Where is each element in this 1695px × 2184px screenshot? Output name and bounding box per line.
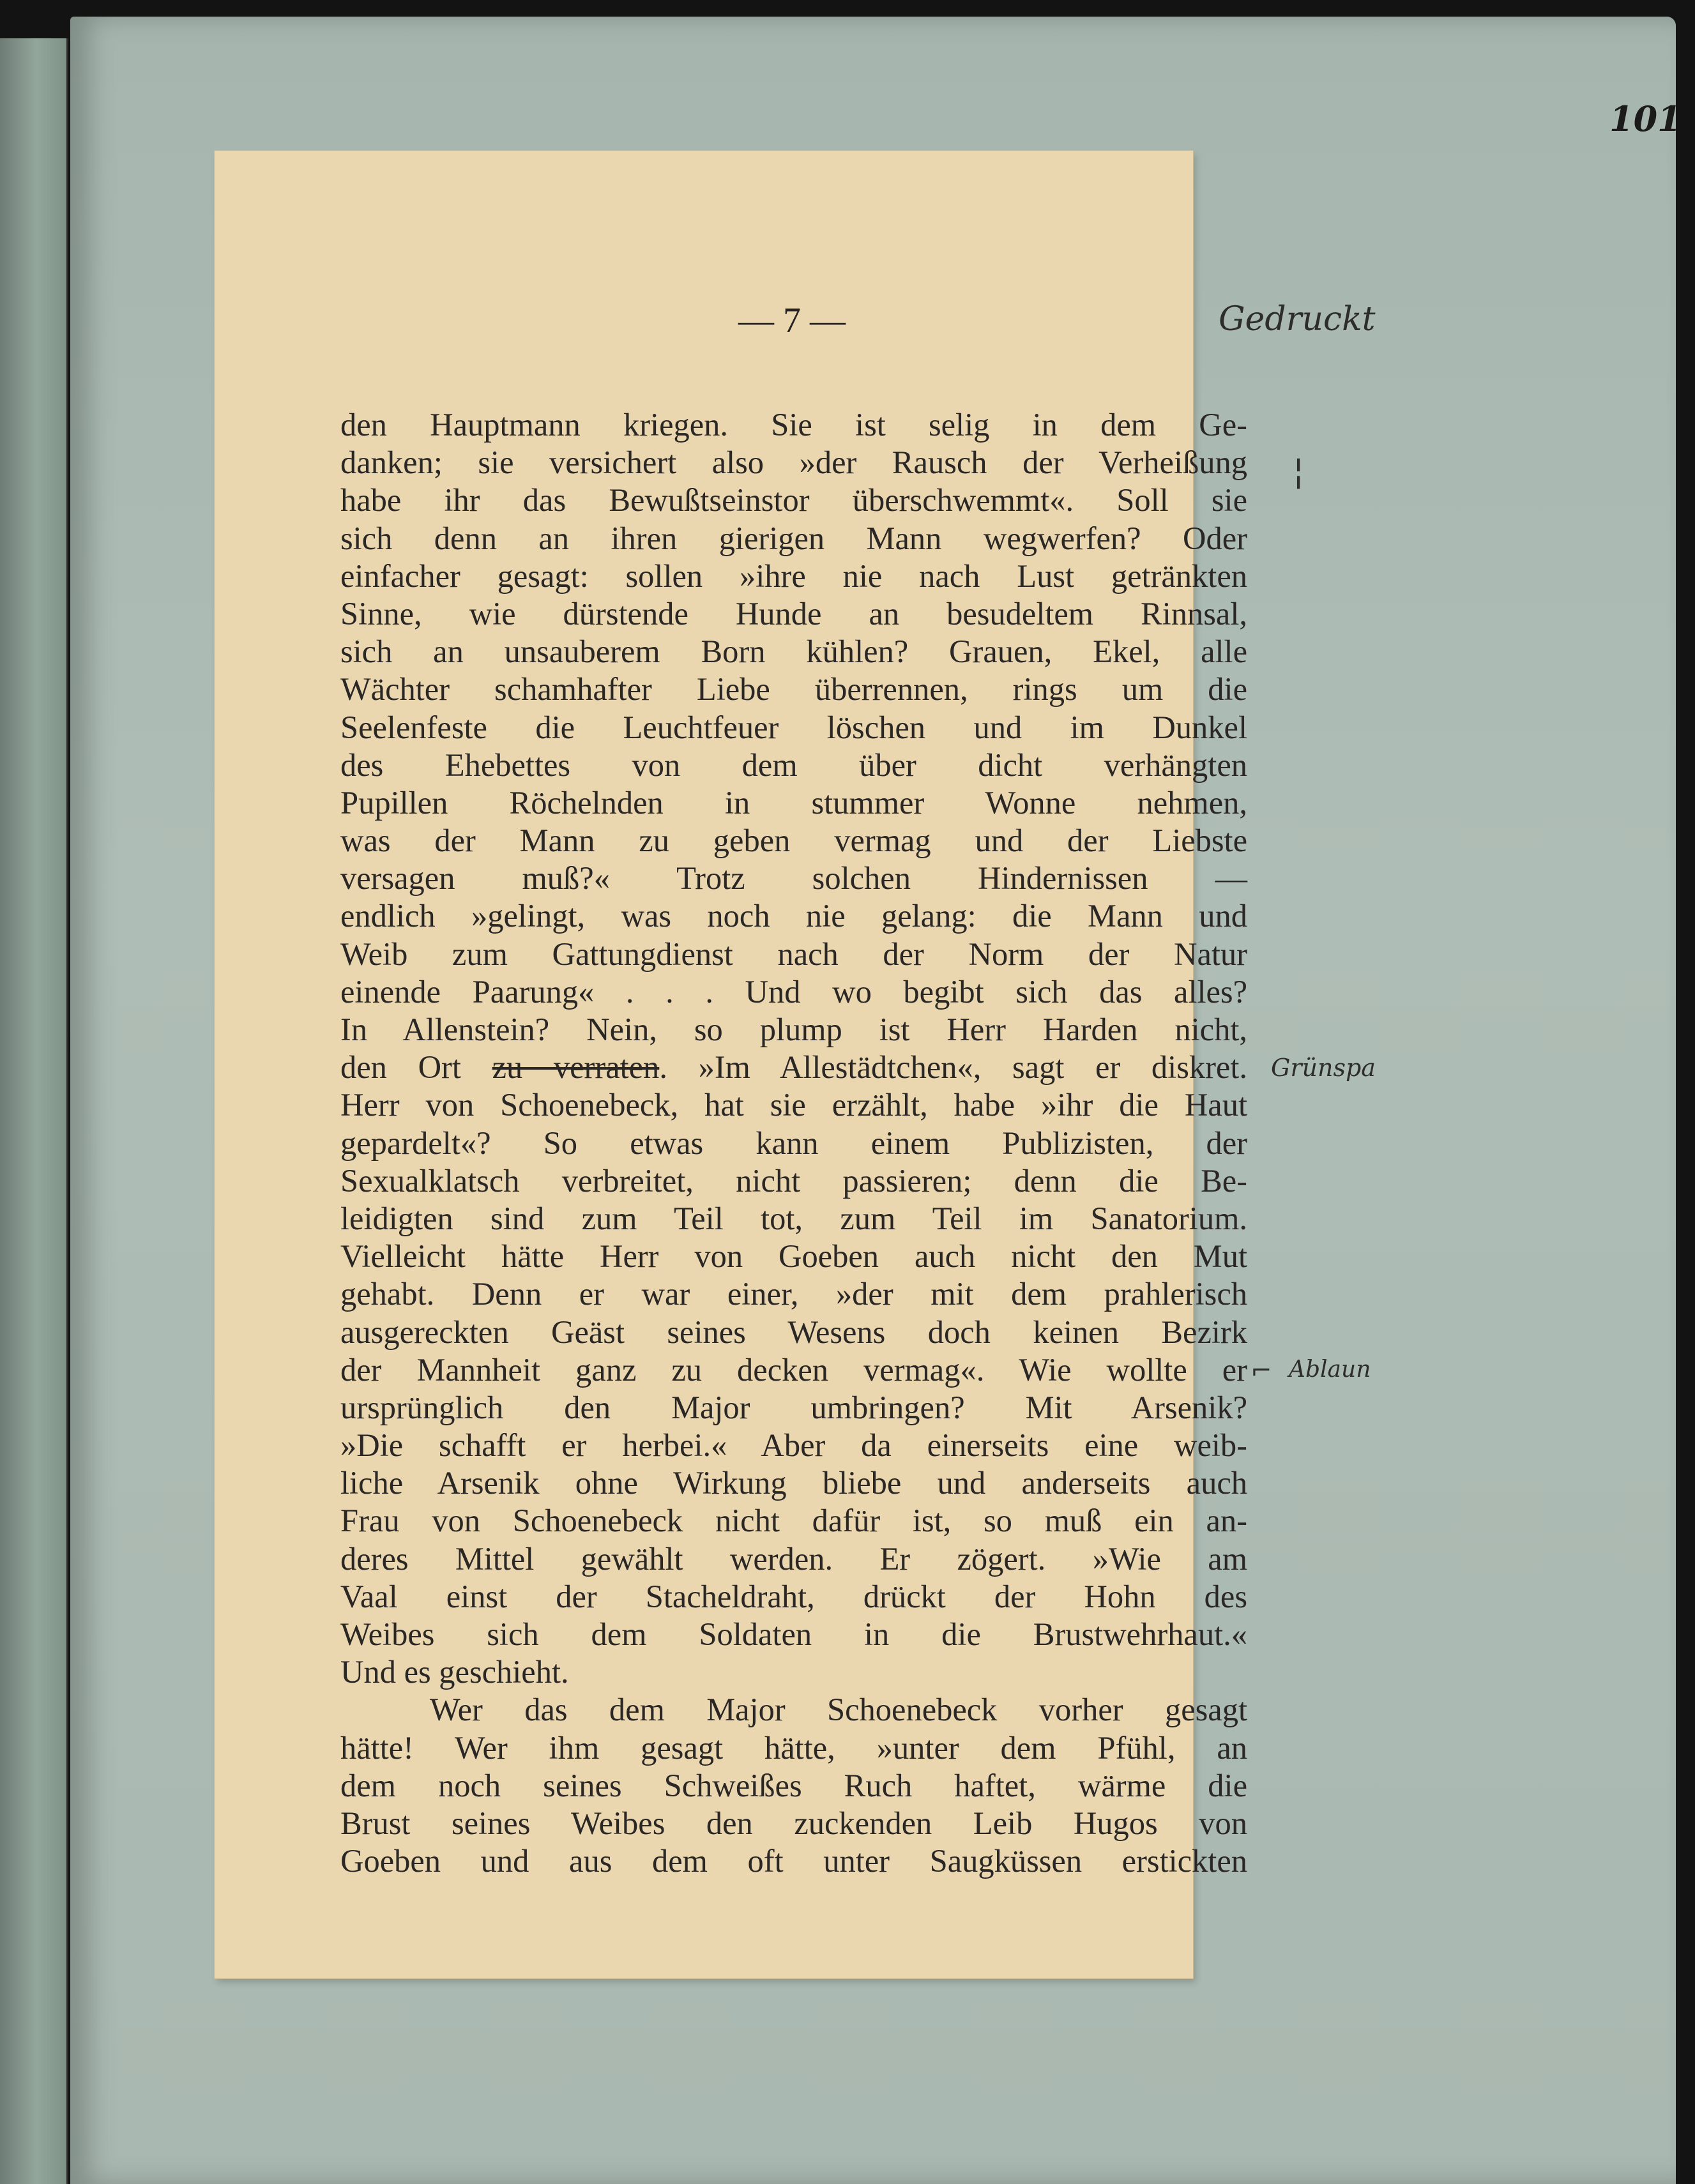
text-line: hätte! Wer ihm gesagt hätte, »unter dem Pfühl, an: [340, 1729, 1247, 1766]
text-line: Herr von Schoenebeck, hat sie erzählt, habe »ihr die Haut: [340, 1087, 1247, 1123]
text-line: Wächter schamhafter Liebe überrennen, rings um die: [340, 671, 1247, 708]
text-line: habe ihr das Bewußtseinstor überschwemmt«. Soll sie: [340, 482, 1247, 519]
text-line: Und es geschieht.: [340, 1654, 569, 1690]
text-line: deres Mittel gewählt werden. Er zögert. »Wie am: [340, 1540, 1247, 1577]
text-line: den Hauptmann kriegen. Sie ist selig in dem Ge-: [340, 407, 1247, 443]
line-segment: . »Im Allestädtchen«, sagt er diskret.: [659, 1049, 1247, 1086]
text-line: Brust seines Weibes den zuckenden Leib Hugos von: [340, 1805, 1247, 1841]
text-line: versagen muß?« Trotz solchen Hindernissen —: [340, 860, 1247, 897]
text-line: Pupillen Röchelnden in stummer Wonne nehmen,: [340, 784, 1247, 821]
struck-out-words: zu verraten: [492, 1049, 660, 1086]
text-line: dem noch seines Schweißes Ruch haftet, wärme die: [340, 1767, 1247, 1803]
text-line: Vaal einst der Stacheldraht, drückt der Hohn des: [340, 1578, 1247, 1614]
text-line: gehabt. Denn er war einer, »der mit dem prahlerisch: [340, 1276, 1247, 1312]
text-line: einende Paarung« . . . Und wo begibt sich das alles?: [340, 973, 1247, 1010]
text-line: In Allenstein? Nein, so plump ist Herr Harden nicht,: [340, 1012, 1247, 1047]
folio-number: 101: [1609, 98, 1682, 139]
margin-note-gedruckt: Gedruckt: [1219, 300, 1376, 338]
text-line: ursprünglich den Major umbringen? Mit Arsenik?: [340, 1389, 1247, 1425]
text-line: der Mannheit ganz zu decken vermag«. Wie wollte er: [340, 1351, 1247, 1388]
text-line: ausgereckten Geäst seines Wesens doch keinen Bezirk: [340, 1314, 1247, 1350]
text-line: sich denn an ihren gierigen Mann wegwerfen? Oder: [340, 520, 1247, 556]
text-line: Sexualklatsch verbreitet, nicht passieren; denn die Be-: [340, 1162, 1247, 1199]
text-line: sich an unsauberem Born kühlen? Grauen, Ekel, alle: [340, 633, 1247, 670]
margin-note-correction: Ablaun: [1289, 1356, 1371, 1383]
text-line: liche Arsenik ohne Wirkung bliebe und anderseits auch: [340, 1465, 1247, 1501]
text-line: einfacher gesagt: sollen »ihre nie nach Lust getränkten: [340, 557, 1247, 594]
line-segment: den Ort: [340, 1049, 492, 1086]
margin-note-mark: ⌐: [1250, 1356, 1272, 1386]
text-line: danken; sie versichert also »der Rausch der Verheißung: [340, 444, 1247, 481]
text-line: Frau von Schoenebeck nicht dafür ist, so muß ein an-: [340, 1503, 1247, 1539]
page-number: — 7 —: [738, 301, 846, 340]
text-line: was der Mann zu geben vermag und der Liebste: [340, 823, 1247, 859]
text-line: endlich »gelingt, was noch nie gelang: die Mann und: [340, 898, 1247, 934]
text-line: »Die schafft er herbei.« Aber da einerseits eine weib-: [340, 1427, 1247, 1464]
text-line: Vielleicht hätte Herr von Goeben auch nicht den Mut: [340, 1238, 1247, 1275]
text-line: Wer das dem Major Schoenebeck vorher gesagt: [430, 1692, 1247, 1728]
text-line: Seelenfeste die Leuchtfeuer löschen und im Dunkel: [340, 709, 1247, 745]
text-line-with-strikeout: [340, 1049, 1247, 1086]
margin-note-mark: ¦: [1293, 451, 1305, 491]
text-line: gepardelt«? So etwas kann einem Publizisten, der: [340, 1125, 1247, 1161]
text-line: Sinne, wie dürstende Hunde an besudeltem Rinnsal,: [340, 595, 1247, 632]
text-line: des Ehebettes von dem über dicht verhängten: [340, 747, 1247, 783]
text-line: Goeben und aus dem oft unter Saugküssen erstickten: [340, 1843, 1247, 1879]
margin-note-correction: Grünspa: [1271, 1054, 1376, 1082]
text-line: leidigten sind zum Teil tot, zum Teil im Sanatorium.: [340, 1200, 1247, 1236]
text-line: Weibes sich dem Soldaten in die Brustwehrhaut.«: [340, 1616, 1247, 1652]
text-line: Weib zum Gattungdienst nach der Norm der Natur: [340, 936, 1247, 972]
body-text: [340, 406, 1247, 1880]
left-facing-page: [0, 38, 68, 2184]
